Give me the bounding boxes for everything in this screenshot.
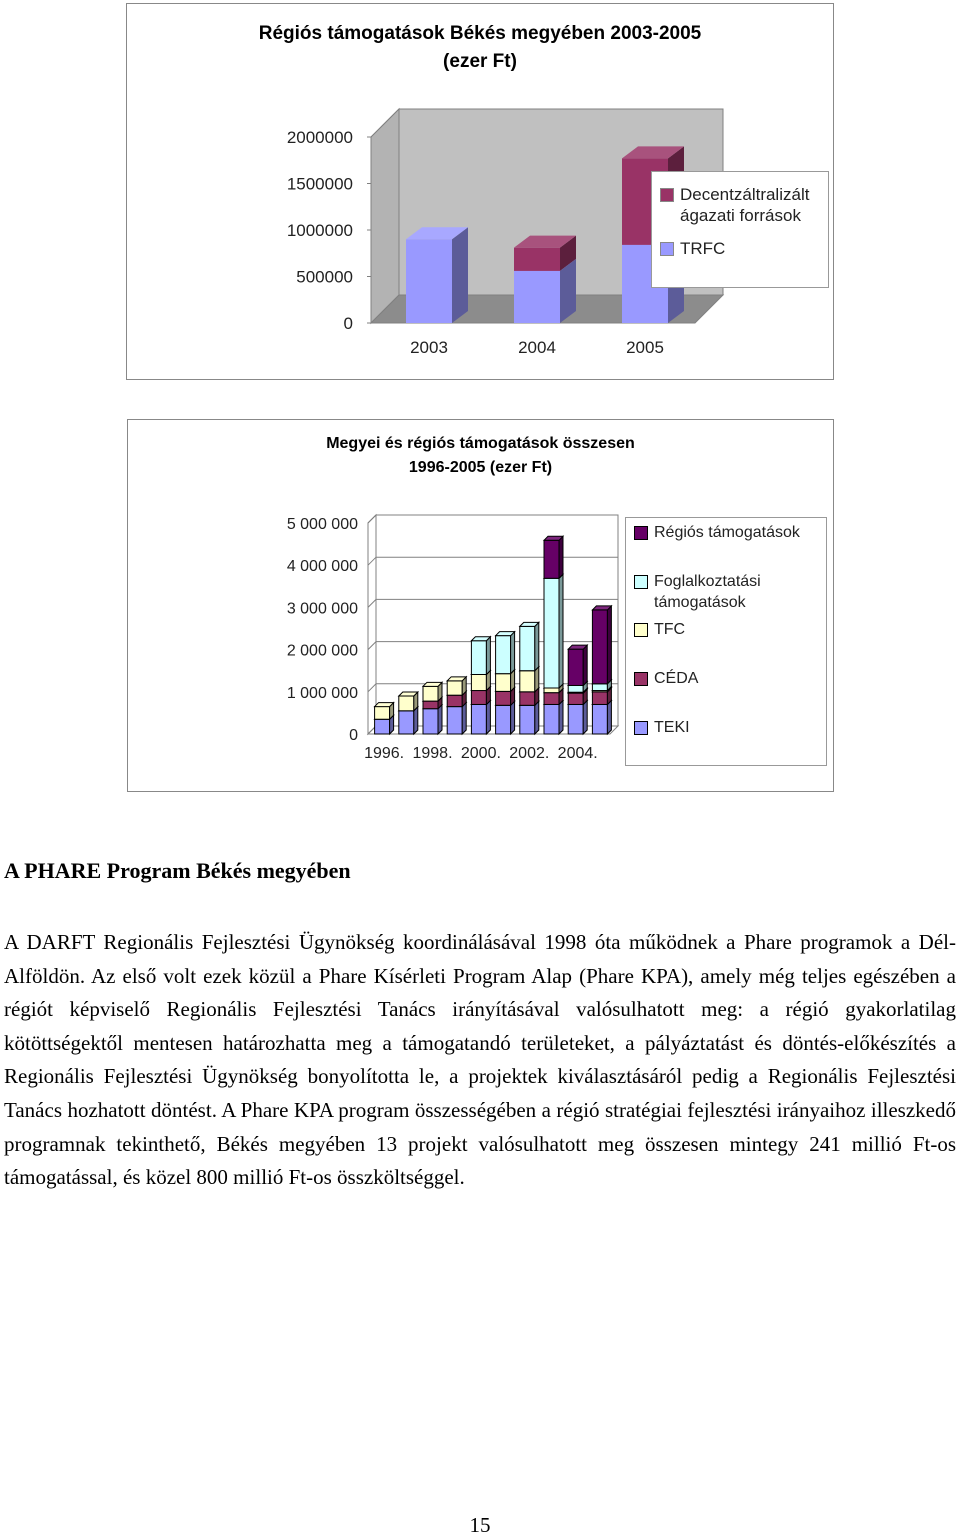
bar-segment-top (423, 682, 442, 686)
y-tick-label: 4 000 000 (286, 558, 358, 576)
bar-segment-front (568, 693, 583, 704)
legend-label: Decentzáltralizált ágazati források (680, 185, 810, 225)
legend-item (634, 571, 761, 613)
bar-segment-front (423, 686, 438, 701)
bar-segment (447, 677, 466, 695)
bar-segment-side (462, 703, 466, 734)
bar-segment-side (607, 606, 611, 684)
legend-item (660, 184, 809, 226)
body-paragraph: A DARFT Regionális Fejlesztési Ügynökség koordinálásával 1998 óta működnek a Phare programok a Dél-Alföldön. Az első volt ezek közül a Phare Kísérleti Program Alap (Phare KPA), amely még teljes egészében a régiót képviselő Regionális Fejlesztési Tanács irányításával valósulhatott meg: a régió gyakorlatilag kötöttségektől mentesen határozhatta meg a támogatandó területeket, a pályáztatást és döntés-előkészítés a Regionális Fejlesztési Ügynökség bonyolította le, a projektek kiválasztásáról pedig a Regionális Fejlesztési Tanács hozhatott döntést. A Phare KPA program összességében a régió stratégiai fejlesztési irányaihoz illeszkedő programnak tekinthető, Békés megyében 13 projekt valósulhatott meg összesen mintegy 241 millió Ft-os támogatással, és közel 800 millió Ft-os összköltséggel. (4, 930, 956, 1190)
bar-segment (568, 645, 587, 685)
bar-segment-front (496, 674, 511, 692)
chart-side-wall (368, 515, 376, 734)
bar-segment (423, 682, 442, 701)
bar-segment (406, 227, 468, 323)
bar-segment-front (592, 610, 607, 684)
bar-segment-top (399, 692, 418, 696)
bar-segment-front (375, 719, 390, 734)
bar-segment-front (544, 688, 559, 693)
y-tick-label: 1 000 000 (286, 684, 358, 702)
y-tick-label: 0 (349, 727, 358, 744)
bar-segment-side (583, 700, 587, 734)
bar-segment-top (592, 606, 611, 610)
legend-swatch (634, 575, 648, 589)
bar-segment-front (544, 693, 559, 705)
bar-segment-side (511, 632, 515, 674)
chart-title-line-2: (ezer Ft) (443, 51, 517, 72)
bar-segment-top (496, 632, 515, 636)
chart-legend (651, 171, 829, 288)
chart-plot-area (127, 4, 664, 379)
bar-segment (544, 700, 563, 734)
bar-segment-top (375, 703, 394, 707)
bar-segment (514, 236, 576, 271)
bar-segment-front (568, 649, 583, 685)
bar-segment (520, 701, 539, 734)
bar-segment-front (514, 271, 560, 323)
bar-segment-front (592, 692, 607, 705)
bar-segment-front (520, 626, 535, 670)
bar-segment (375, 703, 394, 720)
bar-segment (568, 700, 587, 734)
chart-regional-support-2003-2005 (126, 3, 834, 380)
legend-label: TRFC (680, 239, 726, 258)
legend-swatch (634, 672, 648, 686)
bar-segment-front (423, 701, 438, 709)
bar-segment-front (471, 674, 486, 690)
bar-segment-front (568, 704, 583, 734)
legend-item (634, 619, 685, 640)
bar-segment (544, 574, 563, 688)
legend-swatch (634, 623, 648, 637)
bar-segment-top (520, 622, 539, 626)
bar-segment-top (471, 637, 490, 641)
x-tick-label: 2004 (518, 338, 556, 357)
bar-segment-side (438, 705, 442, 734)
x-tick-label: 2000. (460, 745, 501, 762)
chart-title-line-1: Megyei és régiós támogatások összesen (326, 435, 635, 452)
bar-segment (592, 606, 611, 684)
bar-segment-front (592, 684, 607, 691)
bar-segment-top (568, 645, 587, 649)
bar-segment-front (496, 636, 511, 674)
bar-segment-front (496, 691, 511, 705)
bar-segment-front (520, 671, 535, 692)
legend-swatch (660, 188, 674, 202)
x-tick-label: 1996. (364, 745, 405, 762)
x-tick-label: 2005 (626, 338, 664, 357)
legend-label: TFC (654, 621, 686, 638)
bar-segment-front (544, 578, 559, 688)
chart-title-line-1: Régiós támogatások Békés megyében 2003-2005 (258, 23, 702, 44)
bar-segment (592, 700, 611, 734)
bar-segment-front (568, 685, 583, 692)
bar-segment-side (607, 700, 611, 734)
bar-segment-front (423, 709, 438, 734)
bar-segment-front (406, 239, 452, 323)
bar-segment (496, 632, 515, 674)
legend-label: Foglalkoztatási támogatások (654, 573, 761, 611)
bar-segment-side (486, 700, 490, 734)
bar-segment-side (583, 645, 587, 685)
bar-segment-front (447, 681, 462, 695)
y-tick-label: 5 000 000 (286, 516, 358, 533)
x-tick-label: 1998. (412, 745, 453, 762)
bar-segment-front (399, 696, 414, 711)
legend-item (660, 238, 725, 259)
legend-swatch (634, 526, 648, 540)
x-tick-label: 2002. (509, 745, 550, 762)
y-tick-label: 2000000 (286, 128, 353, 147)
legend-item (634, 717, 690, 738)
chart-county-regional-support-1996-2005 (127, 419, 834, 792)
bar-segment-front (375, 707, 390, 720)
page-number: 15 (469, 1513, 491, 1537)
bar-segment-side (511, 701, 515, 734)
chart-side-wall (371, 109, 399, 323)
bar-segment (447, 703, 466, 734)
bar-segment-front (520, 705, 535, 734)
bar-segment-front (514, 248, 560, 271)
legend-label: Régiós támogatások (654, 524, 800, 541)
chart-plot-area (128, 420, 623, 791)
bar-segment (471, 637, 490, 675)
chart-legend (625, 517, 827, 766)
bar-segment-front (520, 692, 535, 706)
bar-segment-side (486, 637, 490, 675)
bar-segment (399, 692, 418, 711)
y-tick-label: 0 (343, 314, 353, 333)
legend-swatch (660, 242, 674, 256)
legend-item (634, 522, 800, 543)
bar-segment-front (496, 705, 511, 734)
bar-segment-side (559, 536, 563, 578)
bar-segment-side (535, 622, 539, 670)
y-tick-label: 3 000 000 (286, 600, 358, 618)
bar-segment-front (544, 540, 559, 578)
section-heading: A PHARE Program Békés megyében (4, 858, 351, 883)
legend-item (634, 668, 698, 689)
bar-segment (496, 701, 515, 734)
y-tick-label: 1000000 (286, 221, 353, 240)
bar-segment-front (399, 711, 414, 734)
bar-segment-side (559, 700, 563, 734)
legend-label: CÉDA (654, 670, 699, 687)
y-tick-label: 1500000 (286, 174, 353, 194)
bar-segment-front (592, 704, 607, 734)
bar-segment-front (471, 641, 486, 675)
legend-label: TEKI (654, 719, 690, 736)
chart-title-line-2: 1996-2005 (ezer Ft) (408, 459, 553, 476)
bar-segment-front (447, 707, 462, 734)
bar-segment-front (447, 695, 462, 706)
bar-segment-front (544, 704, 559, 734)
bar-segment-top (447, 677, 466, 681)
bar-segment (520, 622, 539, 670)
x-tick-label: 2004. (557, 745, 598, 762)
x-tick-label: 2003 (410, 338, 448, 357)
bar-segment (544, 536, 563, 578)
bar-segment-side (535, 701, 539, 734)
bar-segment-front (471, 691, 486, 705)
bar-segment (471, 700, 490, 734)
bar-segment-side (559, 574, 563, 688)
y-tick-label: 500000 (296, 267, 353, 287)
y-tick-label: 2 000 000 (286, 642, 358, 660)
legend-swatch (634, 721, 648, 735)
bar-segment-side (452, 227, 468, 323)
bar-segment-top (544, 536, 563, 540)
bar-segment-front (471, 704, 486, 734)
